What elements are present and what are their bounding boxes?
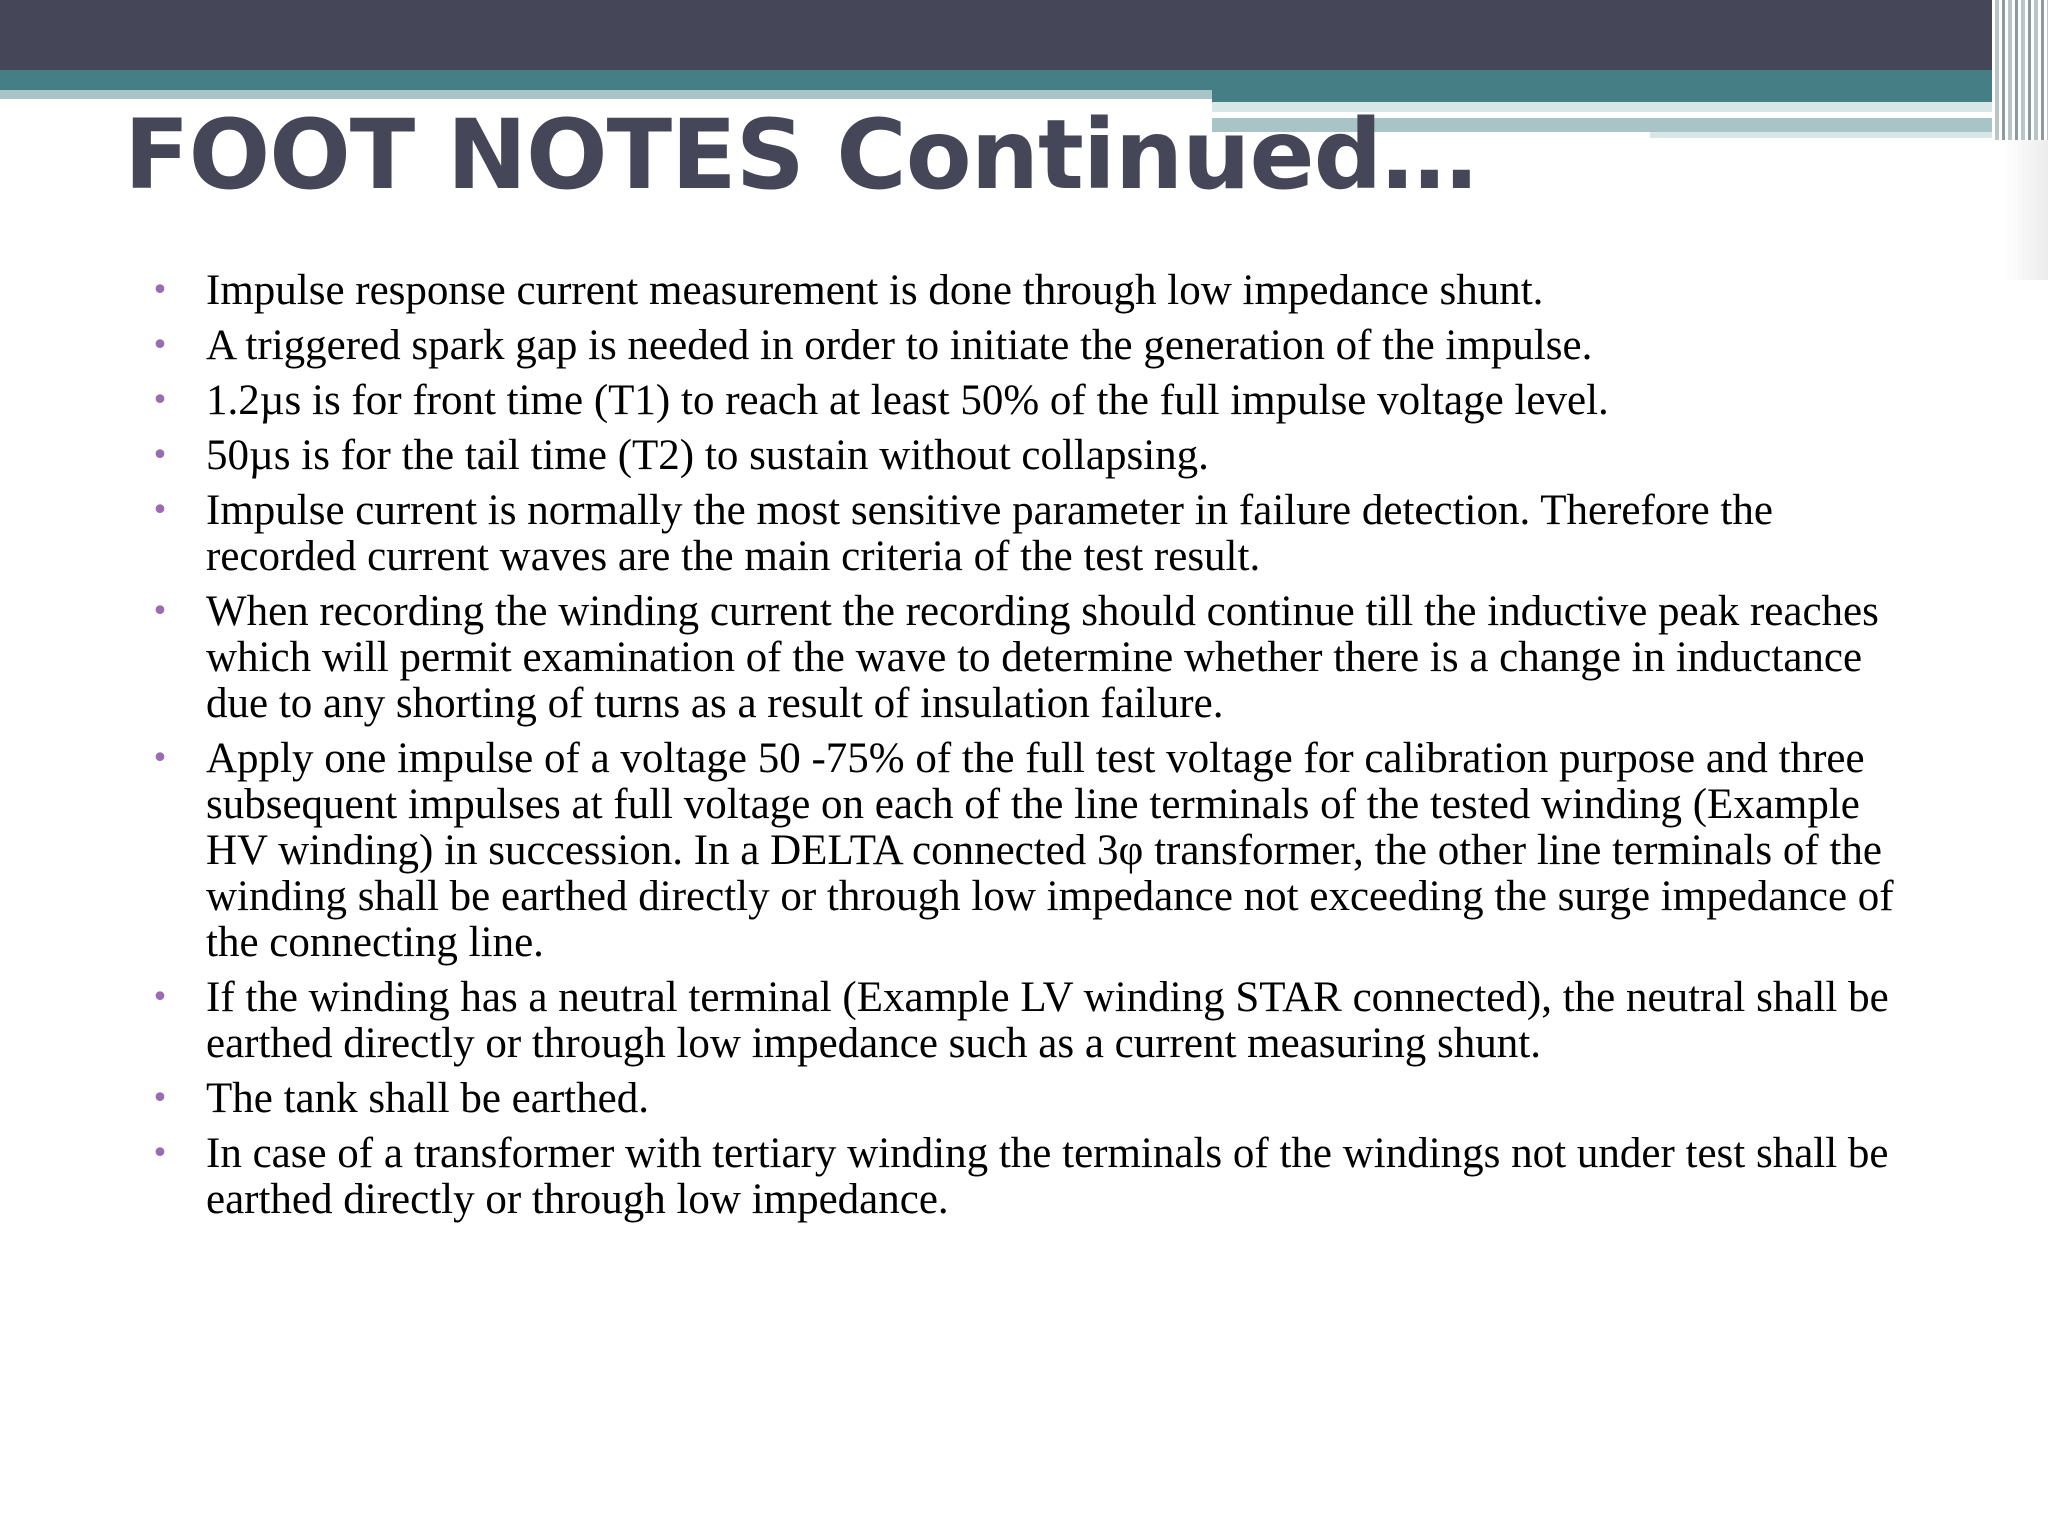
bullet-text: If the winding has a neutral terminal (Example LV winding STAR connected), the neutral shall be earthed directly or through low impedance such as a current measuring shunt. xyxy=(206,974,1889,1067)
slide-title: FOOT NOTES Continued… xyxy=(124,99,1477,211)
list-item xyxy=(150,433,1930,479)
bullet-marker: • xyxy=(151,1136,169,1171)
bullet-text: A triggered spark gap is needed in order to initiate the generation of the impulse. xyxy=(206,322,1593,369)
header-pale-strip-short xyxy=(1650,132,2048,138)
bullet-text: When recording the winding current the recording should continue till the inductive peak reaches which will permit examination of the wave to determine whether there is a change in inductance due to any shorting of turns as a result of insulation failure. xyxy=(206,588,1879,727)
bullet-text: Impulse current is normally the most sensitive parameter in failure detection. Therefore the recorded current waves are the main criteria of the test result. xyxy=(206,487,1773,580)
list-item xyxy=(150,589,1930,727)
header-light-strip xyxy=(0,90,1212,99)
bullet-text: 1.2µs is for front time (T1) to reach at least 50% of the full impulse voltage level. xyxy=(206,377,1609,424)
bullet-marker: • xyxy=(151,383,169,418)
list-item xyxy=(150,975,1930,1067)
list-item xyxy=(150,1131,1930,1223)
bullet-marker: • xyxy=(151,980,169,1015)
list-item xyxy=(150,378,1930,424)
bullet-marker: • xyxy=(151,328,169,363)
bullet-marker: • xyxy=(151,273,169,308)
bullet-text: 50µs is for the tail time (T2) to sustain without collapsing. xyxy=(206,432,1209,479)
list-item xyxy=(150,268,1930,314)
list-item xyxy=(150,1076,1930,1122)
header-dark-band xyxy=(0,0,2048,70)
bullet-text: Apply one impulse of a voltage 50 -75% of the full test voltage for calibration purpose and three subsequent impulses at full voltage on each of the line terminals of the tested winding (Example HV winding) in succession. In a DELTA connected 3φ transformer, the other line terminals of the winding shall be earthed directly or through low impedance not exceeding the surge impedance of the connecting line. xyxy=(206,735,1894,966)
bullet-list xyxy=(150,268,1930,1232)
bullet-text: Impulse response current measurement is done through low impedance shunt. xyxy=(206,267,1544,314)
bullet-marker: • xyxy=(151,741,169,776)
corner-vertical-lines xyxy=(1992,0,2048,140)
bullet-text: The tank shall be earthed. xyxy=(206,1075,649,1122)
bullet-marker: • xyxy=(151,1081,169,1116)
bullet-marker: • xyxy=(151,438,169,473)
bullet-marker: • xyxy=(151,594,169,629)
bullet-text: In case of a transformer with tertiary winding the terminals of the windings not under test shall be earthed directly or through low impedance. xyxy=(206,1130,1889,1223)
list-item xyxy=(150,736,1930,966)
list-item xyxy=(150,323,1930,369)
header-teal-band xyxy=(0,70,2048,90)
list-item xyxy=(150,488,1930,580)
right-edge-shadow xyxy=(2004,140,2048,280)
bullet-marker: • xyxy=(151,493,169,528)
